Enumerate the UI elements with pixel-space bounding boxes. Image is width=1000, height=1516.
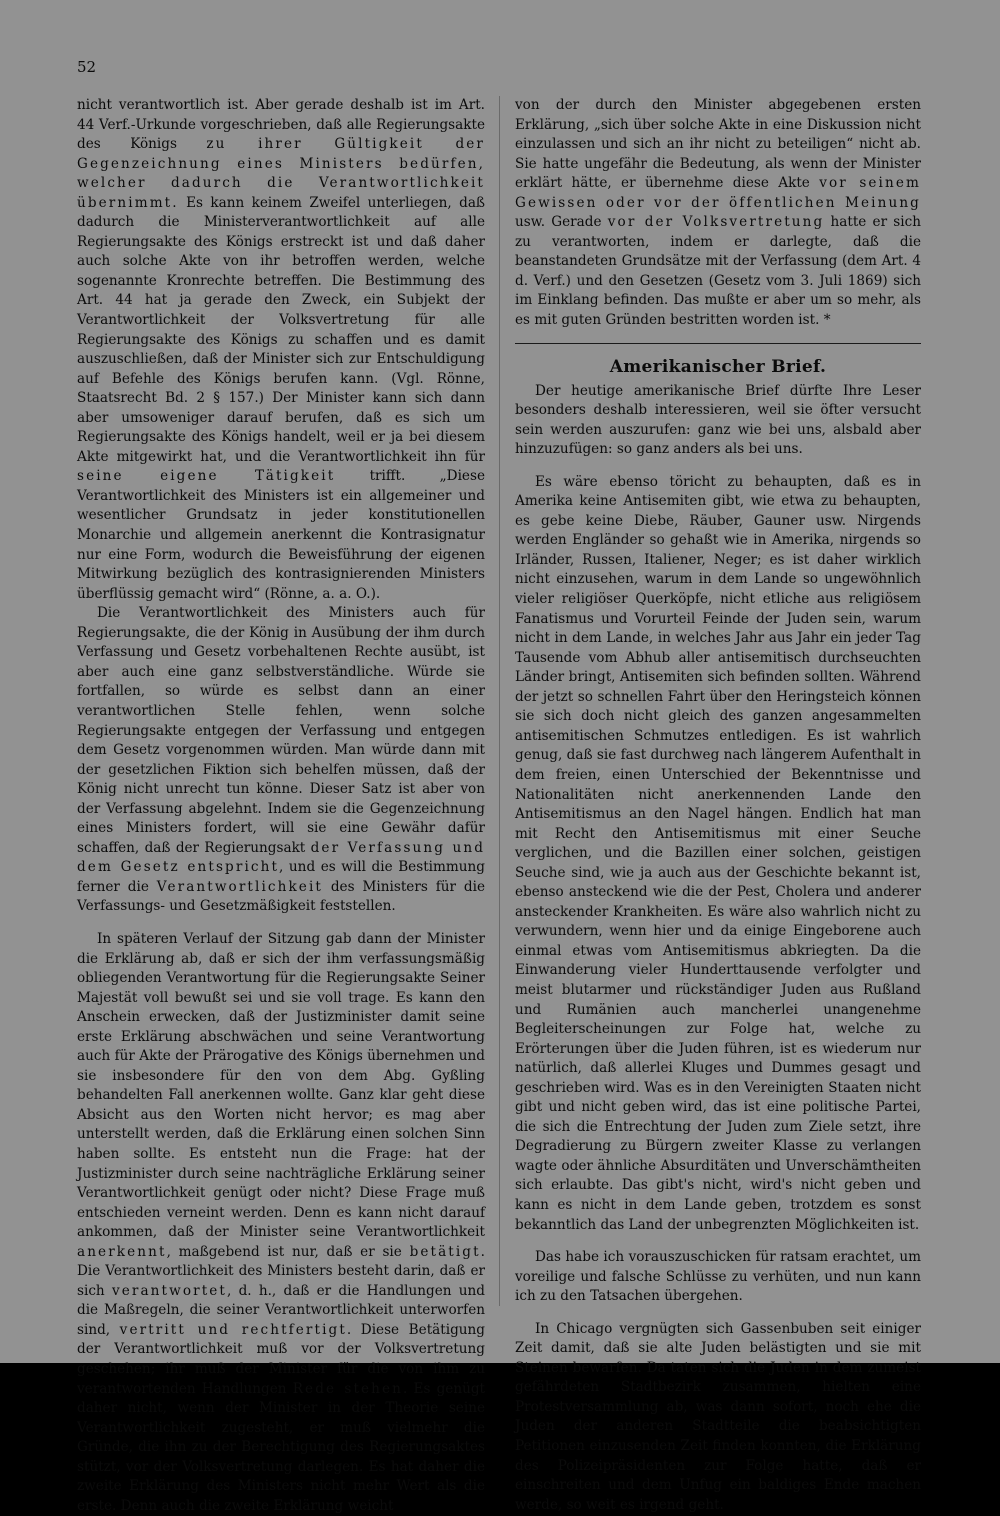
spaced-emphasis: vor seinem Gewissen oder vor der öffentlichen Meinung xyxy=(515,175,921,211)
paragraph xyxy=(77,604,485,917)
section-rule xyxy=(515,343,921,344)
spaced-emphasis: der Verfassung und dem Gesetz entspricht xyxy=(77,839,485,876)
spaced-emphasis: verantwortet xyxy=(111,1282,227,1299)
paragraph xyxy=(515,473,921,1235)
text-run: nicht verantwortlich ist. Aber gerade deshalb ist im Art. 44 Verf.-Urkunde vorgeschrieben, daß alle Regierungsakte des Königs xyxy=(77,97,485,153)
text-run: Es kann keinem Zweifel unterliegen, daß dadurch die Ministerverantwortlichkeit auf alle Regierungsakte des Königs erstreckt ist und daß daher auch solche Akte von ihr betroffen werden, welche sogenannte Kronrechte betreffen. Die Bestimmung des Art. 44 hat ja gerade den Zweck, ein Subjekt der Verantwortlichkeit der Volksvertretung für alle Regierungsakte des Königs zu schaffen und es damit auszuschließen, daß der Minister sich zur Entschuldigung auf Befehle des Königs berufen kann. (Vgl. Rönne, Staatsrecht Bd. 2 § 157.) Der Minister kann sich dann aber umsoweniger darauf berufen, daß es sich um Regierungsakte des Königs handelt, weil er ja bei diesem Akte mitgewirkt hat, und die Verantwortlichkeit ihn für xyxy=(77,194,485,465)
text-run: , maßgebend ist nur, daß er sie xyxy=(166,1243,410,1260)
paragraph xyxy=(515,96,921,331)
text-run: usw. Gerade xyxy=(515,214,608,231)
page-number: 52 xyxy=(77,58,97,76)
text-run: , und es will die Bestimmung ferner die xyxy=(77,859,486,895)
text-run: von der durch den Minister abgegebenen ersten Erklärung, „sich über solche Akte in eine Diskussion nicht einzulassen und sich an ihr nicht zu beteiligen“ nicht ab. Sie hatte ungefähr die Bedeutung, als wenn der Minister erklärt hätte, er übernehme diese Akte xyxy=(515,97,921,192)
text-run: Der heutige amerikanische Brief dürfte Ihre Leser besonders deshalb interessieren, weil sie öfter versucht sein werden auszurufen: ganz wie bei uns, alsbald aber hinzuzufügen: so ganz anders als bei uns. xyxy=(515,382,921,458)
spaced-emphasis: anerkennt xyxy=(77,1243,167,1260)
spaced-emphasis: betätigt xyxy=(409,1243,481,1260)
paragraph xyxy=(515,382,921,460)
text-run: . Diese Betätigung der Verantwortlichkeit muß vor der Volksvertretung geschehen; ihr muß der Minister für die von ihm zu verantwortenden Handlungen xyxy=(77,1321,485,1397)
paragraph xyxy=(77,96,485,604)
text-run: des Ministers für die Verfassungs- und Gesetzmäßigkeit feststellen. xyxy=(77,878,485,915)
right-column xyxy=(515,96,921,1515)
text-run: . Die Verantwortlichkeit des Ministers besteht darin, daß er sich xyxy=(77,1243,485,1299)
spaced-emphasis: seine eigene Tätigkeit xyxy=(77,468,336,485)
paragraph xyxy=(515,1320,921,1515)
article-heading: Amerikanischer Brief. xyxy=(609,356,827,377)
spaced-emphasis: vertritt und rechtfertigt xyxy=(119,1321,347,1338)
paragraph xyxy=(515,1248,921,1307)
spaced-emphasis: Rede stehen xyxy=(292,1380,404,1397)
text-run: In späteren Verlauf der Sitzung gab dann der Minister die Erklärung ab, daß er sich der ihm verfassungsmäßig obliegenden Verantwortung für die Regierungsakte Seiner Majestät voll bewußt sei und sie voll trage. Es kann den Anschein erwecken, daß der Justizminister damit seine erste Erklärung abschwächen und seine Verantwortung auch für Akte der Prärogative des Königs übernehmen und sie insbesondere für den von dem Abg. Gyßling behandelten Fall anerkennen wollte. Ganz klar geht diese Absicht aus den Worten nicht hervor; es mag aber unterstellt werden, daß die Erklärung einen solchen Sinn haben sollte. Es entsteht nun die Frage: hat der Justizminister durch seine nachträgliche Erklärung seiner Verantwortlichkeit genügt oder nicht? Diese Frage muß entschieden verneint werden. Denn es kann nicht darauf ankommen, daß der Minister seine Verantwortlichkeit xyxy=(77,930,485,1241)
text-run: Die Verantwortlichkeit des Ministers auch für Regierungsakte, die der König in Ausübung der ihm durch Verfassung und Gesetz vorbehaltenen Rechte ausübt, ist aber auch eine ganz selbstverständliche. Würde sie fortfallen, so würde es selbst dann an einer verantwortlichen Stelle fehlen, wenn solche Regierungsakte entgegen der Verfassung und entgegen dem Gesetz vorgenommen würden. Man würde dann mit der gesetzlichen Fiktion sich behelfen müssen, daß der König nicht unrecht tun könne. Dieser Satz ist aber von der Verfassung abgelehnt. Indem sie die Gegenzeichnung eines Ministers fordert, will sie eine Gewähr dafür schaffen, daß der Regierungsakt xyxy=(77,605,485,856)
text-run: trifft. „Diese Verantwortlichkeit des Ministers ist ein allgemeiner und wesentlicher Grundsatz in jeder konstitutionellen Monarchie und allgemein anerkennt die Kontrasignatur nur eine Form, wodurch die Beweisführung der eigenen Mitwirkung bezüglich des kontrasignierenden Ministers überflüssig gemacht wird“ (Rönne, a. a. O.). xyxy=(77,468,485,602)
text-run: . Es genügt daher nicht, wenn der Minister in der Theorie seine Verantwortlichkeit zugesteht, er muß vielmehr die Gründe, die ihn zu der Berechtigung des Regierungsaktes stützt, vor der Volksvertretung darlegen. Es hat daher die zweite Erklärung des Ministers nicht mehr Wert als die erste. Denn auch die zweite Erklärung weicht xyxy=(77,1380,485,1514)
text-run: , d. h., daß er die Handlungen und die Maßregeln, die seiner Verantwortlichkeit unterworfen sind, xyxy=(77,1282,486,1338)
text-run: Das habe ich vorauszuschicken für ratsam erachtet, um voreilige und falsche Schlüsse zu verhüten, und nun kann ich zu den Tatsachen übergehen. xyxy=(515,1249,921,1305)
text-run: In Chicago vergnügten sich Gassenbuben seit einiger Zeit damit, daß sie alte Juden belästigten und sie mit Steinen bewarfen. Da taten sich die Juden in dem zumeist gefährdeten Stadtbezirk zusammen, hielten eine Protestversammlung ab, was dann sofort, noch ehe die Juden der anderen Stadtteile die beabsichtigten Petitionen einzusenden Zeit finden konnten, die Erklärung des Polizeipräsidenten zur Folge hatte, daß er einschreiten und dem Unfug ein baldiges Ende machen werde, so weit es irgend geht. xyxy=(515,1320,921,1513)
column-divider xyxy=(499,96,500,1306)
left-column xyxy=(77,96,485,1516)
spaced-emphasis: Verantwortlichkeit xyxy=(156,878,323,895)
text-run: Es wäre ebenso töricht zu behaupten, daß es in Amerika keine Antisemiten gibt, wie etwa zu behaupten, es gebe keine Diebe, Räuber, Gauner usw. Nirgends werden Engländer so gehaßt wie in Amerika, nirgends so Irländer, Russen, Italiener, Neger; es ist daher wirklich nicht einzusehen, warum in dem Lande so ungewöhnlich vieler religiöser Querköpfe, nicht etliche aus religiösem Fanatismus und Vorurteil Feinde der Juden sein, warum nicht in dem Lande, in welches Jahr aus Jahr ein jeder Tag Tausende vom Abhub aller antisemitisch durchseuchten Länder bringt, Antisemiten sich befinden sollten. Während der jetzt so schnellen Fahrt über den Heringsteich können sie sich doch nicht gleich des ganzen angesammelten antisemitischen Schmutzes entledigen. Es ist wahrlich genug, daß sie fast durchweg nach längerem Aufenthalt in dem freien, einen Unterschied der Bekenntnisse und Nationalitäten nicht anerkennenden Lande den Antisemitismus an den Nagel hängen. Endlich hat man mit Recht den Antisemitismus mit einer Seuche verglichen, und die Bazillen einer solchen, geistigen Seuche sind, wie ja auch aus der Geschichte bekannt ist, ebenso ansteckend wie die der Pest, Cholera und anderer ansteckender Krankheiten. Es wäre also wahrlich nicht zu verwundern, wenn hier und da einige Eingeborene auch einmal etwas vom Antisemitismus abkriegten. Da die Einwanderung vieler Hunderttausende verfolgter und meist blutarmer und rückständiger Juden aus Rußland und Rumänien auch mancherlei unangenehme Begleiterscheinungen zur Folge hat, welche zu Erörterungen über die Juden führen, ist es wiederum nur natürlich, daß allerlei Kluges und Dummes gesagt und geschrieben wird. Was es in den Vereinigten Staaten nicht gibt und nicht geben wird, das ist eine politische Partei, die sich die Entrechtung der Juden zum Ziele setzt, ihre Degradierung zu Bürgern zweiter Klasse zu verlangen wagte oder ähnliche Absurditäten und Unverschämtheiten sich erlaubte. Das gibt's nicht, wird's nicht geben und kann es nicht in dem Lande geben, trotzdem es sonst bekanntlich das Land der unbegrenzten Möglichkeiten ist. xyxy=(515,473,921,1233)
paragraph xyxy=(77,930,485,1516)
text-run: hatte er sich zu verantworten, indem er darlegte, daß die beanstandeten Grundsätze mit der Verfassung (dem Art. 4 d. Verf.) und den Gesetzen (Gesetz vom 3. Juli 1869) sich im Einklang befinden. Das mußte er aber um so mehr, als es mit guten Gründen bestritten worden ist. * xyxy=(515,214,921,329)
spaced-emphasis: zu ihrer Gültigkeit der Gegenzeichnung eines Ministers bedürfen, welcher dadurch die Verantwortlichkeit übernimmt. xyxy=(77,136,485,211)
spaced-emphasis: vor der Volksvertretung xyxy=(607,214,825,231)
